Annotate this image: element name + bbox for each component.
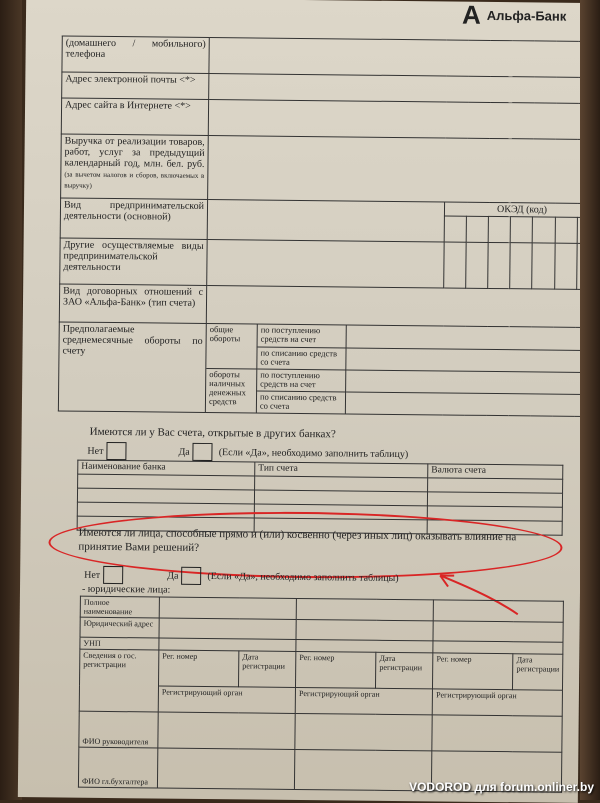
okved-cell[interactable] [554, 243, 577, 289]
okved-cell[interactable] [510, 217, 532, 243]
director-label: ФИО руководителя [79, 711, 158, 748]
table-cell[interactable] [159, 597, 296, 619]
reg-number-label: Рег. номер [433, 653, 513, 690]
okved-cell[interactable] [444, 242, 467, 288]
accountant-label: ФИО гл.бухгалтера [78, 747, 157, 788]
col-account-type: Тип счета [255, 462, 428, 478]
email-label: Адрес электронной почты <*> [62, 72, 209, 100]
revenue-field[interactable] [208, 136, 600, 204]
general-turnover-label: общие обороты [206, 324, 257, 369]
table-cell[interactable] [433, 600, 563, 622]
logo-text: Альфа-Банк [487, 7, 567, 23]
reg-authority-label: Регистрирующий орган [158, 686, 295, 713]
table-cell[interactable] [427, 492, 562, 507]
reg-date-label: Дата регистрации [239, 651, 296, 688]
legal-entities-table [78, 596, 564, 793]
email-field[interactable] [209, 74, 600, 104]
reg-date-label: Дата регистрации [513, 654, 563, 691]
reg-authority-label: Регистрирующий орган [295, 687, 432, 714]
website-label: Адрес сайта в Интернете <*> [61, 98, 208, 136]
fill-table-note: (Если «Да», необходимо заполнить таблицу) [219, 447, 409, 460]
revenue-text: Выручка от реализации товаров, работ, услуг за предыдущий календарный год, млн. бел. руб. [64, 136, 204, 170]
phone-label: (домашнего / мобильного) телефона [62, 36, 209, 74]
table-cell[interactable] [428, 478, 563, 493]
table-cell[interactable] [296, 619, 433, 640]
other-banks-question: Имеются ли у Вас счета, открытые в других банках? [90, 426, 336, 441]
table-cell[interactable] [158, 712, 295, 749]
yes-checkbox[interactable] [181, 567, 201, 585]
okved-cell[interactable] [532, 243, 555, 289]
okved-cell[interactable] [533, 217, 555, 243]
okved-cell[interactable] [488, 242, 511, 288]
cash-incoming-field[interactable] [346, 369, 598, 394]
address-label: Юридический адрес [80, 617, 159, 638]
no-label: Нет [87, 445, 103, 456]
legal-entities-label: - юридические лица: [82, 584, 170, 596]
full-name-label: Полное наименование [80, 596, 159, 618]
reg-date-label: Дата регистрации [376, 652, 433, 689]
watermark: VODOROD для forum.onliner.by [409, 780, 594, 794]
activity-other-field[interactable] [207, 239, 444, 287]
general-writeoff-field[interactable] [346, 347, 598, 372]
turnover-subtable-cell [205, 323, 598, 416]
client-info-table [58, 35, 600, 417]
revenue-note: (за вычетом налогов и сборов, включаемых в выручку) [64, 170, 204, 189]
col-currency: Валюта счета [428, 464, 563, 479]
yes-checkbox[interactable] [193, 443, 213, 461]
okved-header: ОКЭД (код) [444, 202, 599, 218]
table-cell[interactable] [296, 598, 433, 620]
okved-cell[interactable] [466, 242, 489, 288]
no-label: Нет [84, 569, 100, 580]
revenue-label [61, 134, 209, 200]
contract-type-label: Вид договорных отношений с ЗАО «Альфа-Банк» (тип счета) [59, 284, 206, 324]
col-bank-name: Наименование банка [78, 460, 255, 476]
cash-writeoff-label: по списанию средств со счета [256, 391, 345, 414]
table-cell[interactable] [295, 713, 432, 750]
unp-label: УНП [80, 637, 159, 650]
photo-background-right [580, 0, 600, 800]
general-incoming-field[interactable] [346, 325, 598, 350]
reg-authority-label: Регистрирующий орган [432, 689, 562, 716]
okved-cell[interactable] [510, 243, 533, 289]
cash-writeoff-field[interactable] [345, 391, 597, 416]
paper-form [18, 0, 586, 803]
okved-cell[interactable] [444, 216, 466, 242]
turnover-label: Предполагаемые среднемесячные обороты по счету [58, 322, 206, 413]
yes-label: Да [178, 446, 189, 457]
general-incoming-label: по поступлению средств на счет [257, 325, 346, 348]
okved-cell[interactable] [555, 217, 577, 243]
okved-cell[interactable] [488, 216, 510, 242]
table-cell[interactable] [433, 621, 563, 642]
alfa-bank-logo [462, 4, 567, 27]
phone-field[interactable] [209, 38, 600, 78]
alfa-logo-icon: А [462, 4, 481, 26]
turnover-subtable [206, 324, 598, 416]
reg-number-label: Рег. номер [296, 651, 376, 688]
activity-other-label: Другие осуществляемые виды предпринимательской деятельности [60, 238, 207, 286]
reg-number-label: Рег. номер [158, 650, 238, 687]
table-cell[interactable] [159, 618, 296, 639]
contract-type-field[interactable] [206, 285, 598, 327]
cash-incoming-label: по поступлению средств на счет [257, 369, 346, 392]
registration-label: Сведения о гос. регистрации [79, 649, 159, 712]
activity-main-field[interactable] [207, 200, 444, 242]
activity-main-label: Вид предпринимательской деятельности (основной) [60, 198, 207, 240]
general-writeoff-label: по списанию средств со счета [257, 347, 346, 370]
yes-label: Да [167, 570, 178, 581]
cash-turnover-label: обороты наличных денежных средств [206, 368, 257, 413]
website-field[interactable] [208, 100, 600, 140]
no-checkbox[interactable] [106, 442, 126, 460]
fill-tables-note: (Если «Да», необходимо заполнить таблицы) [207, 571, 398, 584]
table-cell[interactable] [157, 748, 295, 789]
table-cell[interactable] [432, 715, 562, 752]
no-checkbox[interactable] [103, 566, 123, 584]
okved-cell[interactable] [466, 216, 488, 242]
influence-question: Имеются ли лица, способные прямо и (или) косвенно (через иных лиц) оказывать влияние на принятие Вами решений? [78, 526, 548, 559]
